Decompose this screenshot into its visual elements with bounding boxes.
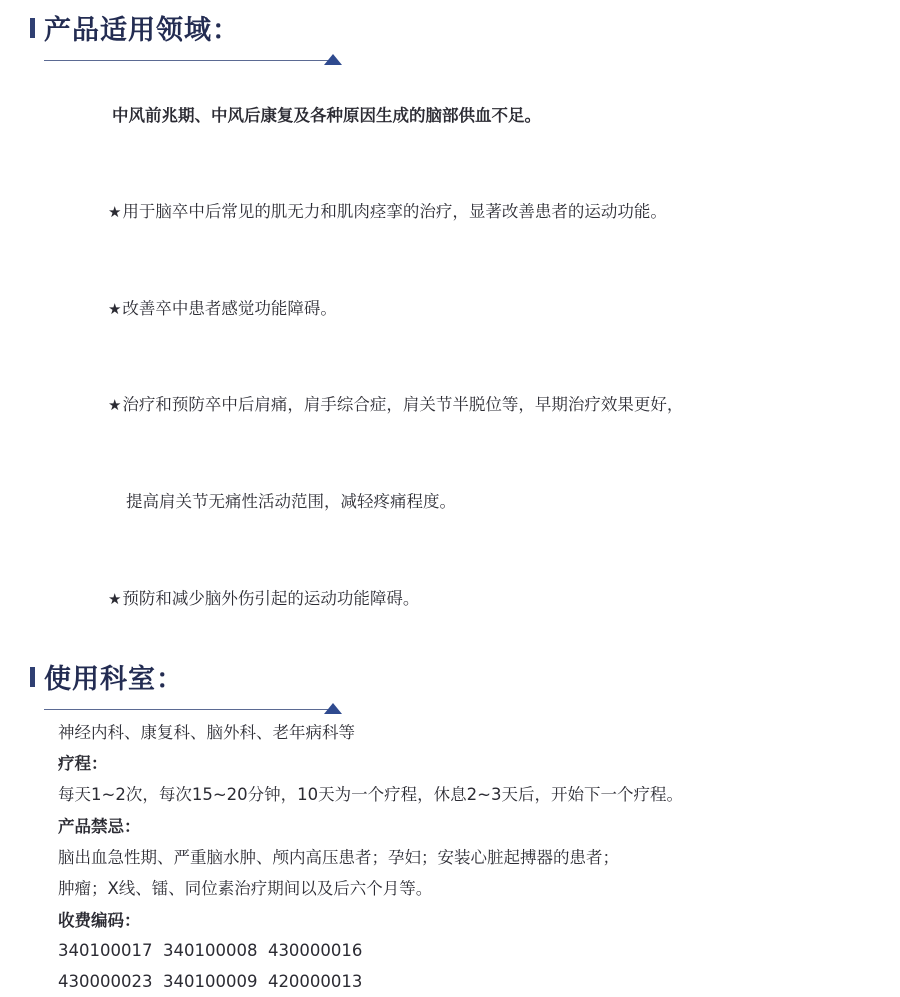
star-bullet-icon: ★ (107, 396, 122, 415)
body-line-text: 预防和减少脑外伤引起的运动功能障碍。 (122, 588, 420, 608)
rule-triangle-icon (324, 703, 342, 714)
body-line (66, 261, 870, 358)
contraindication-label: 产品禁忌： (58, 816, 141, 836)
charge-code-label: 收费编码： (58, 910, 141, 930)
charge-code-line: 340100017 340100008 430000016 (58, 941, 363, 960)
departments-body (30, 717, 870, 997)
contraindication-line: 肿瘤；X线、镭、同位素治疗期间以及后六个月等。 (58, 879, 433, 899)
section-applicable-fields (30, 14, 870, 647)
body-line-text: 中风前兆期、中风后康复及各种原因生成的脑部供血不足。 (111, 105, 541, 125)
departments-list: 神经内科、康复科、脑外科、老年病科等 (58, 722, 355, 742)
star-bullet-icon: ★ (107, 589, 122, 608)
body-line (66, 68, 870, 165)
body-line-text: 用于脑卒中后常见的肌无力和肌肉痉挛的治疗，显著改善患者的运动功能。 (122, 202, 667, 222)
charge-code-line: 430000023 340100009 420000013 (58, 971, 363, 991)
section-title: 使用科室： (44, 663, 184, 695)
course-label: 疗程： (58, 753, 108, 773)
contraindication-line: 脑出血急性期、严重脑水肿、颅内高压患者；孕妇；安装心脏起搏器的患者； (58, 847, 619, 867)
section-title: 产品适用领域： (44, 15, 240, 46)
section-heading-applicable-fields (30, 14, 870, 48)
body-line (66, 550, 870, 647)
body-line (66, 357, 870, 454)
course-text: 每天1~2次，每次15~20分钟，10天为一个疗程，休息2~3天后，开始下一个疗程。 (58, 785, 683, 805)
heading-underline-rule (44, 703, 334, 717)
section-departments (30, 663, 870, 997)
body-line (66, 454, 870, 551)
section-heading-departments (30, 663, 870, 697)
rule-line (44, 709, 334, 710)
star-bullet-icon: ★ (107, 203, 122, 222)
heading-accent-bar (30, 667, 35, 687)
body-line-text: 改善卒中患者感觉功能障碍。 (122, 298, 337, 318)
applicable-fields-body (30, 68, 870, 647)
heading-accent-bar (30, 18, 35, 38)
rule-triangle-icon (324, 54, 342, 65)
body-line-text: 提高肩关节无痛性活动范围，减轻疼痛程度。 (125, 491, 456, 511)
body-line-text: 治疗和预防卒中后肩痛，肩手综合症，肩关节半脱位等，早期治疗效果更好， (122, 395, 684, 415)
rule-line (44, 60, 334, 61)
body-line (66, 164, 870, 261)
star-bullet-icon: ★ (107, 299, 122, 318)
heading-underline-rule (44, 54, 334, 68)
